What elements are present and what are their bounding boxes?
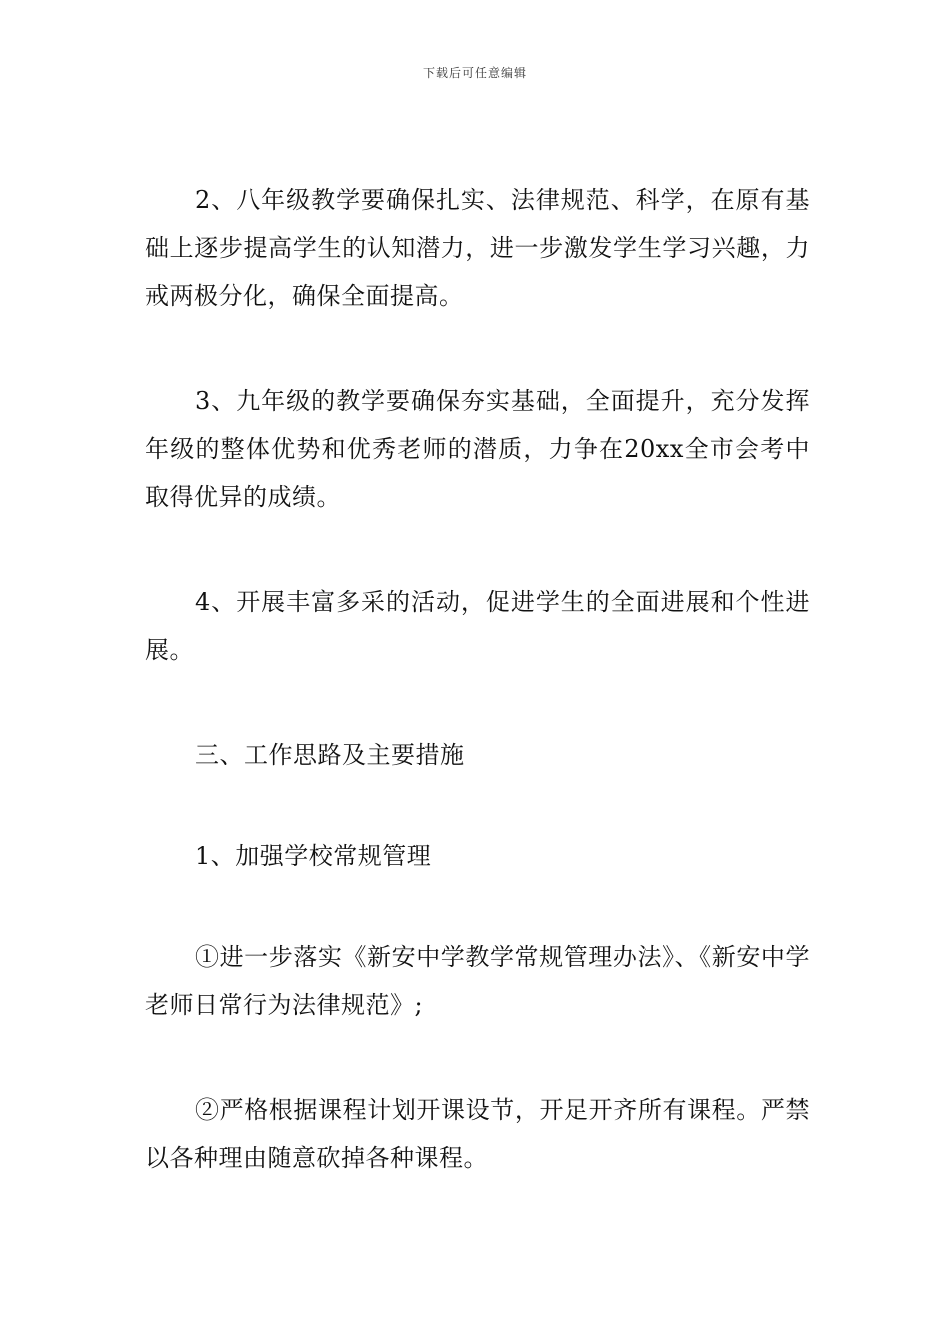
paragraph-grade8-goals: 2、八年级教学要确保扎实、法律规范、科学，在原有基础上逐步提高学生的认知潜力，进一步激发学生学习兴趣，力戒两极分化，确保全面提高。	[145, 186, 810, 310]
paragraph-activities: 4、开展丰富多采的活动，促进学生的全面进展和个性进展。	[145, 588, 810, 664]
subheading-routine-management: 1、加强学校常规管理	[195, 842, 432, 870]
document-body	[145, 176, 810, 1239]
paragraph-grade9-goals: 3、九年级的教学要确保夯实基础，全面提升，充分发挥年级的整体优势和优秀老师的潜质，力争在20xx全市会考中取得优异的成绩。	[145, 387, 810, 511]
page-header: 下载后可任意编辑	[422, 66, 527, 80]
section-heading-work-ideas: 三、工作思路及主要措施	[195, 741, 465, 769]
paragraph-item-1: ①进一步落实《新安中学教学常规管理办法》、《新安中学老师日常行为法律规范》;	[145, 943, 810, 1019]
paragraph-item-2: ②严格根据课程计划开课设节，开足开齐所有课程。严禁以各种理由随意砍掉各种课程。	[145, 1096, 810, 1172]
